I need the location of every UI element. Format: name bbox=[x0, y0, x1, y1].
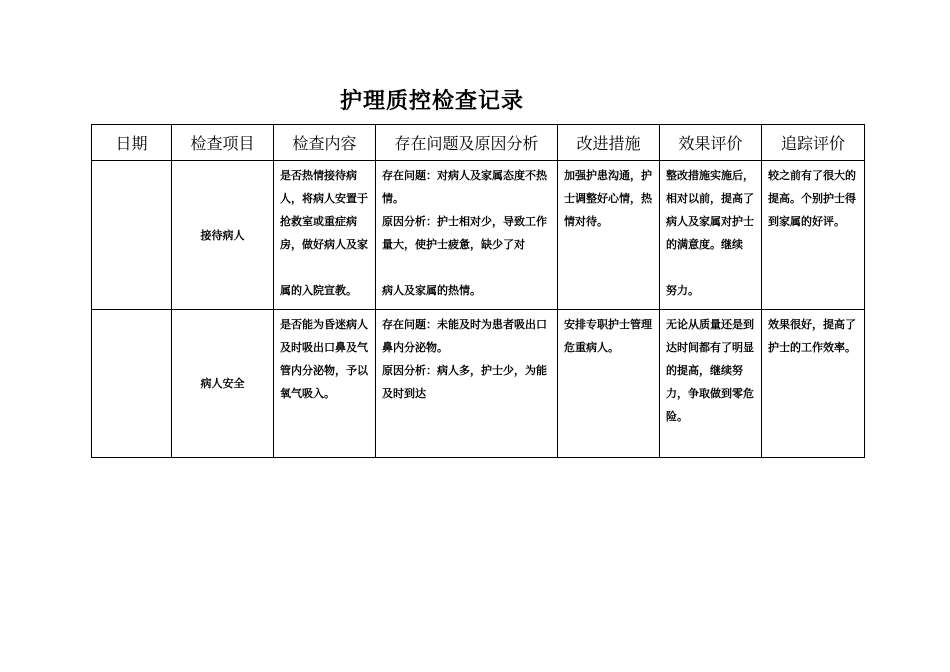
issue-cause-text: 原因分析：病人多，护士少，为能及时到达 bbox=[382, 364, 547, 400]
content-cell bbox=[274, 161, 376, 310]
issue-cause-text: 原因分析：护士相对少，导致工作量大，使护士疲惫，缺少了对 bbox=[382, 215, 547, 251]
header-measures: 改进措施 bbox=[558, 125, 660, 161]
header-issue-analysis: 存在问题及原因分析 bbox=[376, 125, 558, 161]
header-date: 日期 bbox=[92, 125, 172, 161]
effect-cell bbox=[660, 310, 762, 458]
effect-text: 整改措施实施后，相对以前，提高了病人及家属对护士的满意度。继续 bbox=[666, 169, 754, 251]
issue-cause-text-cont: 病人及家属的热情。 bbox=[382, 284, 481, 297]
table-row bbox=[92, 310, 865, 458]
tracking-cell bbox=[762, 310, 865, 458]
header-tracking: 追踪评价 bbox=[762, 125, 865, 161]
date-cell bbox=[92, 310, 172, 458]
measure-cell bbox=[558, 161, 660, 310]
content-text: 是否热情接待病人，将病人安置于抢救室或重症病房，做好病人及家 bbox=[280, 169, 368, 251]
item-cell: 病人安全 bbox=[172, 310, 274, 458]
header-content: 检查内容 bbox=[274, 125, 376, 161]
table-row bbox=[92, 161, 865, 310]
header-item: 检查项目 bbox=[172, 125, 274, 161]
content-text-cont: 属的入院宣教。 bbox=[280, 284, 357, 297]
item-cell: 接待病人 bbox=[172, 161, 274, 310]
effect-text-cont: 努力。 bbox=[666, 284, 699, 297]
effect-cell bbox=[660, 161, 762, 310]
tracking-text: 效果很好，提高了护士的工作效率。 bbox=[768, 318, 856, 354]
header-effect: 效果评价 bbox=[660, 125, 762, 161]
measure-text: 加强护患沟通，护士调整好心情，热情对待。 bbox=[564, 169, 652, 228]
table-header-row bbox=[92, 125, 865, 161]
issue-problem-text: 存在问题：对病人及家属态度不热情。 bbox=[382, 169, 547, 205]
content-cell bbox=[274, 310, 376, 458]
issue-cell bbox=[376, 161, 558, 310]
content-text: 是否能为昏迷病人及时吸出口鼻及气管内分泌物，予以氧气吸入。 bbox=[280, 318, 368, 400]
measure-text: 安排专职护士管理危重病人。 bbox=[564, 318, 652, 354]
inspection-record-table bbox=[91, 124, 865, 458]
effect-text: 无论从质量还是到达时间都有了明显的提高，继续努力，争取做到零危险。 bbox=[666, 318, 754, 423]
measure-cell bbox=[558, 310, 660, 458]
tracking-text: 较之前有了很大的提高。个别护士得到家属的好评。 bbox=[768, 169, 856, 228]
issue-cell bbox=[376, 310, 558, 458]
date-cell bbox=[92, 161, 172, 310]
issue-problem-text: 存在问题：未能及时为患者吸出口鼻内分泌物。 bbox=[382, 318, 547, 354]
page-title: 护理质控检查记录 bbox=[340, 89, 525, 114]
tracking-cell bbox=[762, 161, 865, 310]
